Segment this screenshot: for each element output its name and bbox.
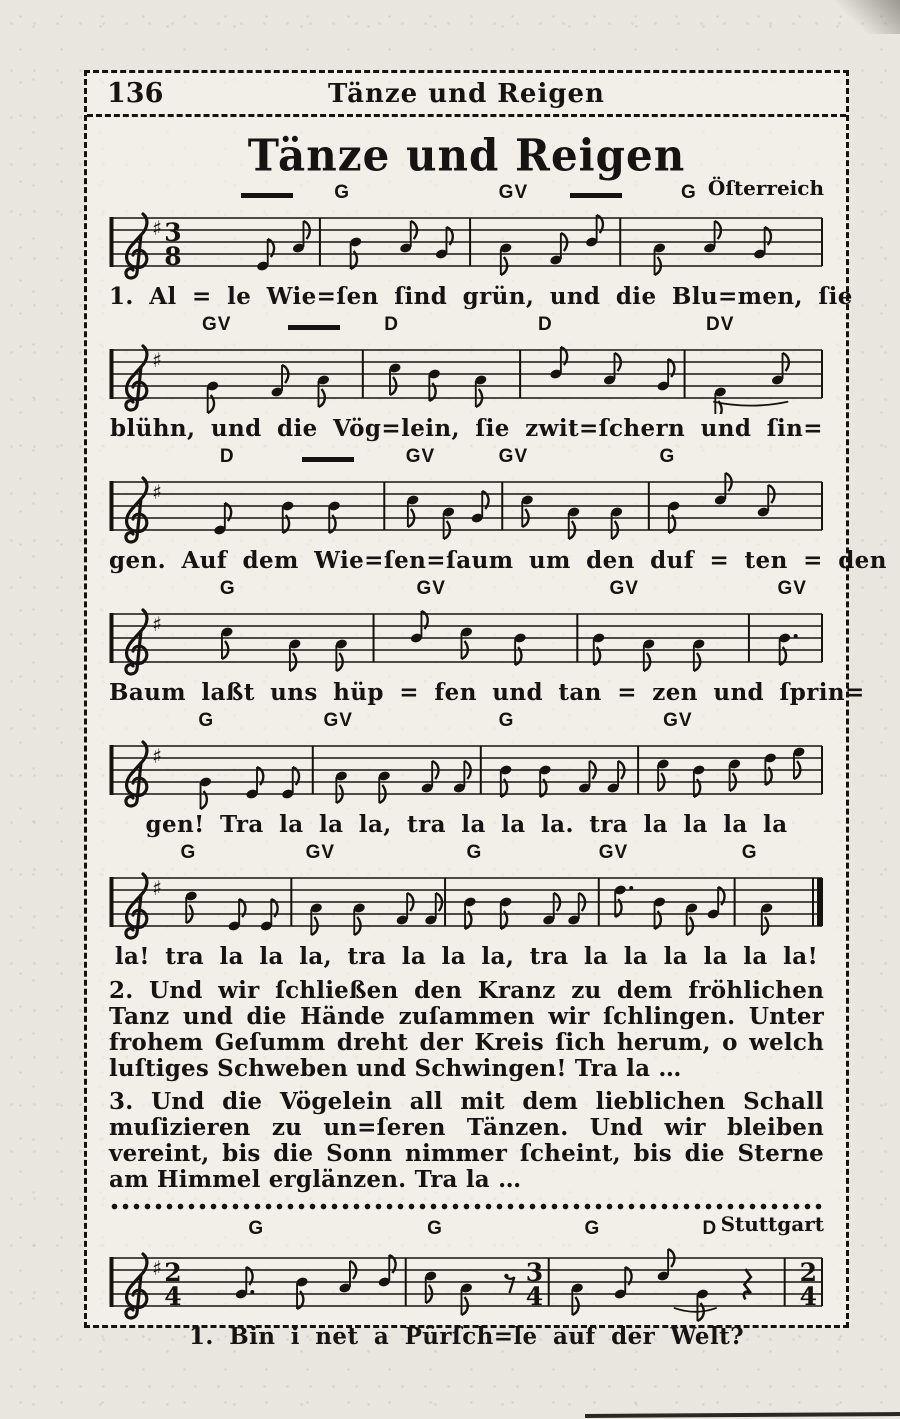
lyric-line: gen! Tra la la la, tra la la la. tra la la la la bbox=[145, 811, 788, 838]
svg-text:♯: ♯ bbox=[152, 612, 162, 636]
lyric-line: Baum laßt uns hüp = fen und tan = zen und ſprin= bbox=[109, 679, 865, 706]
chord-label: G bbox=[219, 578, 236, 599]
chord-label: GV bbox=[498, 182, 529, 203]
lyric-line: 1. Al = le Wie=ſen ſind grün, und die Blu=men, ſie bbox=[109, 283, 853, 310]
treble-clef-icon bbox=[126, 346, 147, 410]
chord-label: G bbox=[466, 842, 483, 863]
verse-3: 3. Und die Vögelein all mit dem lieblichen Schall muſizieren zu un=ſeren Tänzen. Und wir bleiben vereint, bis die Sonn nimmer ſcheint, bis die Sterne am Himmel erglänzen. Tra la … bbox=[109, 1088, 824, 1193]
chord-row bbox=[109, 578, 824, 600]
music-staff bbox=[109, 1244, 824, 1322]
svg-text:4: 4 bbox=[164, 1282, 182, 1311]
chord-label: GV bbox=[323, 710, 353, 731]
treble-clef-icon bbox=[126, 742, 147, 806]
chord-label: G bbox=[681, 182, 697, 203]
lyric-line: la! tra la la la, tra la la la, tra la la la la la la! bbox=[114, 943, 819, 970]
chord-label: GV bbox=[305, 842, 336, 863]
svg-text:3: 3 bbox=[525, 1258, 544, 1287]
treble-clef-icon bbox=[126, 478, 147, 542]
svg-text:♯: ♯ bbox=[152, 216, 162, 240]
svg-text:3: 3 bbox=[164, 218, 182, 247]
chord-row bbox=[109, 1212, 824, 1244]
origin-label: Öſterreich bbox=[707, 176, 824, 200]
page-header bbox=[87, 73, 846, 117]
treble-clef-icon bbox=[126, 1254, 147, 1318]
music-staff bbox=[109, 732, 824, 810]
lyric-line: gen. Auf dem Wie=ſen=ſaum um den duf = ten = den bbox=[109, 547, 887, 574]
music-staff bbox=[109, 468, 824, 546]
chord-label: G bbox=[584, 1218, 601, 1239]
page-number: 136 bbox=[107, 78, 164, 109]
music-staff bbox=[109, 204, 824, 282]
treble-clef-icon bbox=[126, 610, 147, 674]
chord-row bbox=[109, 446, 824, 468]
treble-clef-icon bbox=[126, 214, 147, 278]
chord-label: G bbox=[198, 710, 215, 731]
chord-dash-mark bbox=[570, 193, 622, 198]
music-staff-system bbox=[109, 446, 887, 576]
svg-text:2: 2 bbox=[164, 1258, 182, 1287]
chord-label: G bbox=[334, 182, 350, 203]
treble-clef-icon bbox=[126, 874, 147, 938]
song-divider bbox=[109, 1203, 824, 1210]
chord-label: GV bbox=[609, 578, 639, 599]
music-staff-system bbox=[109, 314, 824, 444]
chord-label: G bbox=[741, 842, 758, 863]
chord-label: GV bbox=[201, 314, 232, 335]
music-staff bbox=[109, 600, 824, 678]
chord-label: DV bbox=[706, 314, 735, 335]
chord-row bbox=[109, 176, 824, 204]
chord-label: GV bbox=[598, 842, 629, 863]
svg-text:8: 8 bbox=[164, 242, 182, 271]
chord-label: G bbox=[427, 1218, 443, 1239]
lyric-line: 1. Bin i net a Pürſch=le auf der Welt? bbox=[189, 1323, 744, 1350]
chord-dash-mark bbox=[288, 325, 340, 330]
chord-label: G bbox=[659, 446, 676, 467]
svg-text:2: 2 bbox=[799, 1258, 817, 1287]
scan-artifact-corner bbox=[830, 0, 900, 34]
song-title: Tänze und Reigen bbox=[247, 130, 686, 181]
songbook-page bbox=[84, 70, 887, 1350]
verse-2: 2. Und wir ſchließen den Kranz zu dem fröhlichen Tanz und die Hände zuſammen wir ſchlingen. Unter frohem Geſumm dreht der Kreis ſich herum, o welch luſtiges Schweben und Schwingen! Tra la … bbox=[109, 977, 824, 1082]
verses-section bbox=[109, 978, 824, 1193]
page-content bbox=[87, 130, 887, 1350]
lyric-line: blühn, und die Vög=lein, ſie zwit=ſchern und ſin= bbox=[110, 415, 823, 442]
chord-row bbox=[109, 710, 824, 732]
chord-row bbox=[109, 842, 824, 864]
music-staff bbox=[109, 336, 824, 414]
svg-text:♯: ♯ bbox=[152, 480, 162, 504]
chord-dash-mark bbox=[241, 193, 293, 198]
chord-label: GV bbox=[416, 578, 446, 599]
music-staff-system bbox=[109, 1212, 824, 1350]
svg-text:♯: ♯ bbox=[152, 1256, 162, 1280]
chord-label: GV bbox=[405, 446, 436, 467]
chord-label: GV bbox=[777, 578, 807, 599]
svg-text:4: 4 bbox=[799, 1282, 817, 1311]
music-staff bbox=[109, 864, 824, 942]
chord-label: GV bbox=[663, 710, 693, 731]
chord-label: G bbox=[180, 842, 197, 863]
chord-dash-mark bbox=[302, 457, 354, 462]
svg-text:♯: ♯ bbox=[152, 744, 162, 768]
music-staff-system bbox=[109, 710, 824, 840]
svg-text:♯: ♯ bbox=[152, 348, 162, 372]
chord-label: D bbox=[384, 314, 399, 335]
chord-label: D bbox=[702, 1218, 718, 1239]
chord-label: D bbox=[538, 314, 553, 335]
chord-row bbox=[109, 314, 824, 336]
running-title: Tänze und Reigen bbox=[328, 78, 605, 109]
svg-text:♯: ♯ bbox=[152, 876, 162, 900]
chord-label: GV bbox=[498, 446, 529, 467]
music-staff-system bbox=[109, 842, 824, 972]
chord-label: D bbox=[219, 446, 235, 467]
origin-label: Stuttgart bbox=[720, 1212, 824, 1236]
music-staff-system bbox=[109, 578, 865, 708]
svg-text:4: 4 bbox=[525, 1282, 544, 1311]
chord-label: G bbox=[248, 1218, 265, 1239]
music-staff-system bbox=[109, 176, 853, 312]
chord-label: G bbox=[498, 710, 515, 731]
scan-artifact-edge bbox=[585, 1412, 900, 1418]
